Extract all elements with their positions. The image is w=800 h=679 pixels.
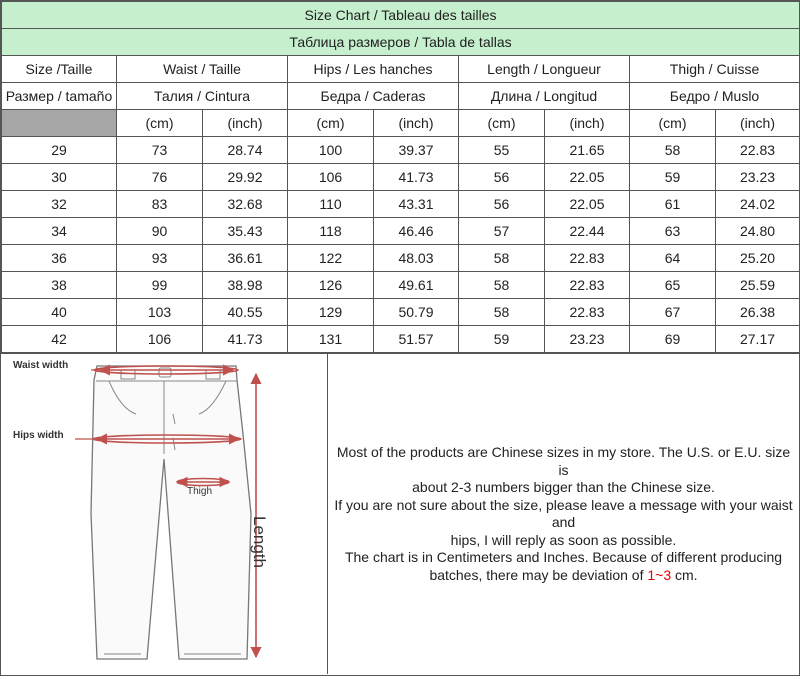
- size-cell: 40: [2, 299, 117, 326]
- pants-illustration: [1, 354, 327, 674]
- table-row: [2, 245, 800, 272]
- measurement-cell: 22.83: [716, 137, 800, 164]
- unit-blank-cell: [2, 110, 117, 137]
- measurement-cell: 58: [459, 272, 545, 299]
- measurement-cell: 67: [630, 299, 716, 326]
- measurement-cell: 93: [117, 245, 203, 272]
- measurement-cell: 103: [117, 299, 203, 326]
- measurement-cell: 83: [117, 191, 203, 218]
- unit-cell: (cm): [459, 110, 545, 137]
- size-cell: 30: [2, 164, 117, 191]
- unit-cell: (inch): [203, 110, 288, 137]
- measurement-cell: 63: [630, 218, 716, 245]
- header-thigh-alt: Бедро / Muslo: [630, 83, 800, 110]
- table-row: [2, 218, 800, 245]
- measurement-cell: 27.17: [716, 326, 800, 353]
- measurement-cell: 58: [459, 245, 545, 272]
- header-waist-alt: Талия / Cintura: [117, 83, 288, 110]
- measurement-cell: 29.92: [203, 164, 288, 191]
- header-hips-alt: Бедра / Caderas: [288, 83, 459, 110]
- note-line: hips, I will reply as soon as possible.: [450, 531, 677, 548]
- measurement-cell: 43.31: [374, 191, 459, 218]
- hips-width-label: Hips width: [13, 430, 64, 441]
- measurement-cell: 24.02: [716, 191, 800, 218]
- unit-cell: (inch): [716, 110, 800, 137]
- measurement-cell: 24.80: [716, 218, 800, 245]
- size-cell: 32: [2, 191, 117, 218]
- bottom-section: [1, 353, 799, 674]
- note-line: [334, 567, 793, 585]
- measurement-cell: 22.05: [545, 191, 630, 218]
- thigh-label: Thigh: [187, 486, 213, 497]
- measurement-cell: 22.83: [545, 272, 630, 299]
- measurement-cell: 21.65: [545, 137, 630, 164]
- measurement-cell: 122: [288, 245, 374, 272]
- measurement-cell: 56: [459, 191, 545, 218]
- measurement-cell: 131: [288, 326, 374, 353]
- header-thigh: Thigh / Cuisse: [630, 56, 800, 83]
- unit-cell: (cm): [117, 110, 203, 137]
- note-line: If you are not sure about the size, please leave a message with your waist and: [334, 496, 793, 530]
- measurement-cell: 64: [630, 245, 716, 272]
- pants-diagram: [1, 354, 328, 674]
- measurement-cell: 39.37: [374, 137, 459, 164]
- measurement-cell: 76: [117, 164, 203, 191]
- note-line-text: batches, there may be deviation of: [429, 566, 648, 583]
- note-line-text: cm.: [671, 566, 698, 583]
- measurement-cell: 26.38: [716, 299, 800, 326]
- title-line-2: Таблица размеров / Tabla de tallas: [2, 29, 800, 56]
- measurement-cell: 106: [288, 164, 374, 191]
- measurement-cell: 110: [288, 191, 374, 218]
- unit-cell: (cm): [630, 110, 716, 137]
- header-size: Size /Taille: [2, 56, 117, 83]
- measurement-cell: 23.23: [716, 164, 800, 191]
- table-row: [2, 272, 800, 299]
- size-note-text: [334, 444, 793, 584]
- measurement-cell: 129: [288, 299, 374, 326]
- size-table: [1, 1, 800, 353]
- measurement-cell: 25.59: [716, 272, 800, 299]
- measurement-cell: 22.83: [545, 245, 630, 272]
- measurement-cell: 99: [117, 272, 203, 299]
- measurement-cell: 36.61: [203, 245, 288, 272]
- header-length-alt: Длина / Longitud: [459, 83, 630, 110]
- measurement-cell: 57: [459, 218, 545, 245]
- measurement-cell: 41.73: [203, 326, 288, 353]
- header-size-alt: Размер / tamaño: [2, 83, 117, 110]
- title-line-1: Size Chart / Tableau des tailles: [2, 2, 800, 29]
- measurement-cell: 28.74: [203, 137, 288, 164]
- measurement-cell: 22.44: [545, 218, 630, 245]
- measurement-cell: 32.68: [203, 191, 288, 218]
- size-cell: 42: [2, 326, 117, 353]
- table-row: [2, 299, 800, 326]
- waist-width-label: Waist width: [13, 360, 69, 371]
- deviation-value: 1~3: [647, 566, 672, 583]
- pants-outline: [91, 366, 251, 659]
- measurement-cell: 48.03: [374, 245, 459, 272]
- measurement-cell: 56: [459, 164, 545, 191]
- size-note: [328, 354, 799, 674]
- measurement-cell: 58: [459, 299, 545, 326]
- unit-cell: (cm): [288, 110, 374, 137]
- measurement-cell: 38.98: [203, 272, 288, 299]
- unit-cell: (inch): [374, 110, 459, 137]
- table-row: [2, 326, 800, 353]
- note-line: Most of the products are Chinese sizes in my store. The U.S. or E.U. size is: [336, 444, 791, 478]
- header-hips: Hips / Les hanches: [288, 56, 459, 83]
- measurement-cell: 59: [630, 164, 716, 191]
- measurement-cell: 51.57: [374, 326, 459, 353]
- measurement-cell: 22.05: [545, 164, 630, 191]
- measurement-cell: 90: [117, 218, 203, 245]
- size-cell: 38: [2, 272, 117, 299]
- table-row: [2, 191, 800, 218]
- measurement-cell: 65: [630, 272, 716, 299]
- header-length: Length / Longueur: [459, 56, 630, 83]
- size-cell: 34: [2, 218, 117, 245]
- measurement-cell: 50.79: [374, 299, 459, 326]
- measurement-cell: 126: [288, 272, 374, 299]
- measurement-cell: 40.55: [203, 299, 288, 326]
- measurement-cell: 46.46: [374, 218, 459, 245]
- note-line: The chart is in Centimeters and Inches. Because of different producing: [344, 549, 783, 565]
- measurement-cell: 41.73: [374, 164, 459, 191]
- note-line: about 2-3 numbers bigger than the Chinese size.: [412, 479, 715, 495]
- measurement-cell: 69: [630, 326, 716, 353]
- length-label: Length: [250, 516, 269, 568]
- table-row: [2, 137, 800, 164]
- measurement-cell: 118: [288, 218, 374, 245]
- header-waist: Waist / Taille: [117, 56, 288, 83]
- measurement-cell: 23.23: [545, 326, 630, 353]
- measurement-cell: 59: [459, 326, 545, 353]
- measurement-cell: 35.43: [203, 218, 288, 245]
- unit-cell: (inch): [545, 110, 630, 137]
- size-cell: 29: [2, 137, 117, 164]
- measurement-cell: 49.61: [374, 272, 459, 299]
- measurement-cell: 22.83: [545, 299, 630, 326]
- measurement-cell: 61: [630, 191, 716, 218]
- measurement-cell: 58: [630, 137, 716, 164]
- measurement-cell: 25.20: [716, 245, 800, 272]
- size-cell: 36: [2, 245, 117, 272]
- measurement-cell: 100: [288, 137, 374, 164]
- measurement-cell: 55: [459, 137, 545, 164]
- measurement-cell: 73: [117, 137, 203, 164]
- measurement-cell: 106: [117, 326, 203, 353]
- units-row: [2, 110, 800, 137]
- table-row: [2, 164, 800, 191]
